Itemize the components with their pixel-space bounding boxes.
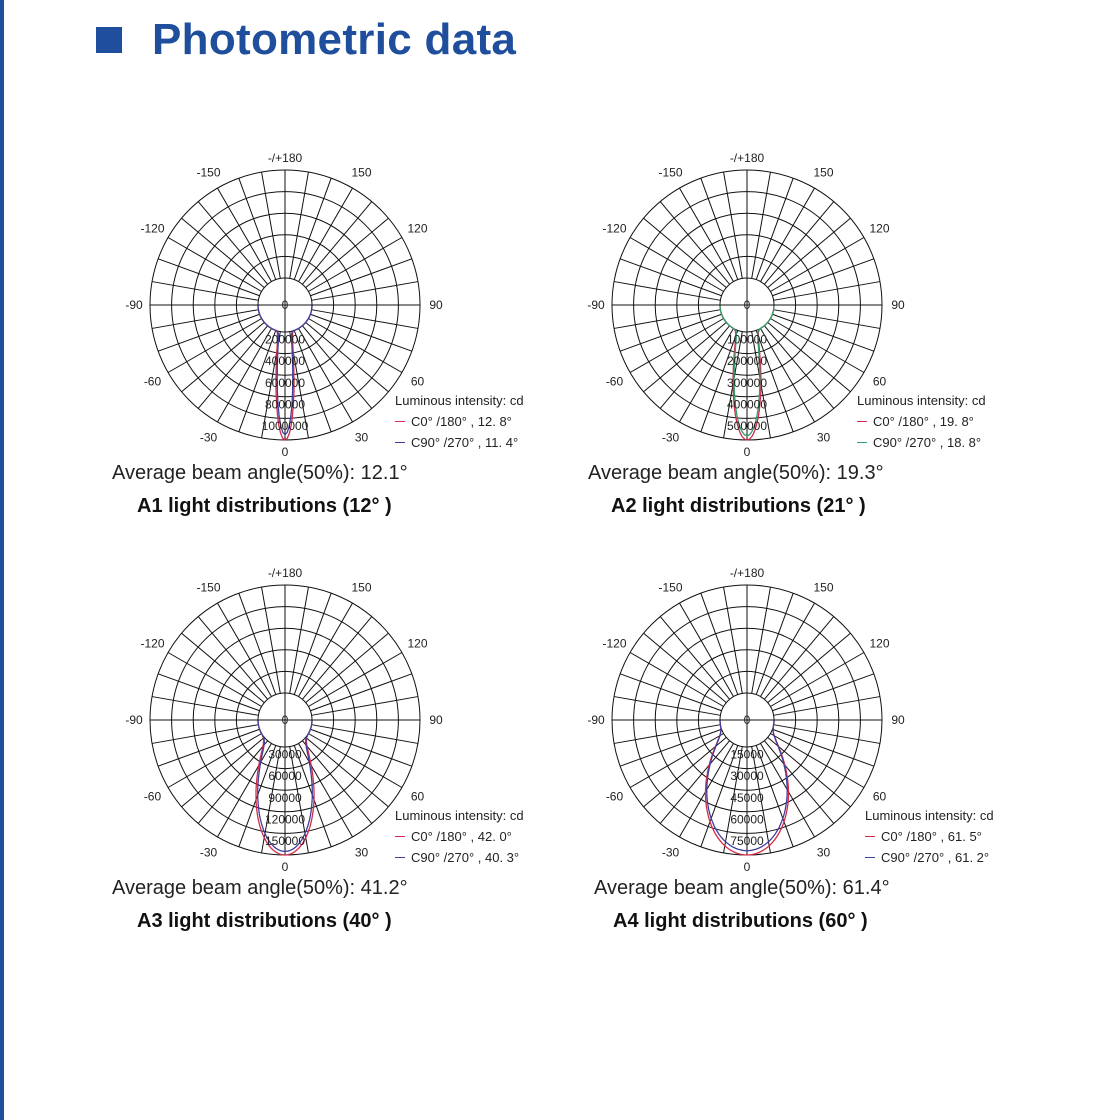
angle-label: -/+180 (267, 151, 303, 165)
angle-label: 150 (351, 580, 372, 595)
grid-spoke (152, 310, 258, 329)
angle-label: -150 (658, 580, 683, 595)
legend-item (395, 847, 524, 868)
legend-swatch (395, 442, 405, 443)
chart-a4 (562, 565, 1032, 945)
angle-label: 90 (891, 298, 905, 312)
legend-item (865, 847, 994, 868)
angle-label: -/+180 (267, 566, 303, 580)
grid-spoke (310, 259, 411, 296)
ring-label: 90000 (268, 790, 302, 805)
angle-label: 0 (281, 860, 289, 874)
grid-spoke (772, 314, 873, 351)
grid-spoke (152, 282, 258, 301)
legend-item (395, 432, 524, 453)
angle-label: -90 (125, 713, 143, 727)
ring-label: 30000 (268, 747, 302, 762)
legend-title: Luminous intensity: cd (395, 393, 524, 408)
legend-item (857, 411, 986, 432)
legend-label: C90° /270° , 61. 2° (881, 850, 990, 865)
angle-label: 60 (872, 789, 887, 804)
angle-label: -60 (605, 374, 624, 389)
angle-label: 90 (429, 298, 443, 312)
ring-label: 0 (743, 713, 751, 727)
grid-spoke (620, 674, 721, 711)
legend-swatch (857, 442, 867, 443)
legend-item (395, 826, 524, 847)
angle-label: -30 (661, 845, 680, 860)
ring-label: 15000 (730, 747, 764, 762)
legend-label: C0° /180° , 42. 0° (411, 829, 512, 844)
average-beam-angle: Average beam angle(50%): 41.2° (112, 877, 408, 899)
angle-label: 0 (743, 445, 751, 459)
legend (395, 390, 524, 453)
legend-swatch (395, 421, 405, 422)
grid-spoke (614, 725, 720, 744)
angle-label: 30 (354, 845, 369, 860)
grid-spoke (152, 697, 258, 716)
angle-label: 60 (872, 374, 887, 389)
angle-label: -120 (602, 221, 627, 236)
angle-label: -30 (661, 430, 680, 445)
ring-label: 45000 (730, 790, 764, 805)
legend-title: Luminous intensity: cd (857, 393, 986, 408)
angle-label: 0 (281, 445, 289, 459)
grid-spoke (294, 178, 331, 279)
grid-spoke (772, 674, 873, 711)
grid-spoke (312, 310, 418, 329)
legend-label: C90° /270° , 40. 3° (411, 850, 520, 865)
grid-spoke (310, 314, 411, 351)
legend (865, 805, 994, 868)
angle-label: -30 (199, 845, 218, 860)
ring-label: 0 (281, 713, 289, 727)
grid-spoke (724, 172, 743, 278)
grid-spoke (312, 725, 418, 744)
angle-label: 120 (407, 221, 428, 236)
ring-label: 150000 (264, 834, 306, 848)
distribution-caption: A1 light distributions (12° ) (137, 495, 392, 517)
legend-label: C90° /270° , 18. 8° (873, 435, 982, 450)
grid-spoke (290, 587, 309, 693)
legend-item (395, 411, 524, 432)
grid-spoke (772, 259, 873, 296)
grid-spoke (701, 178, 738, 279)
ring-label: 120000 (264, 812, 306, 827)
grid-spoke (774, 697, 880, 716)
angle-label: 120 (407, 636, 428, 651)
grid-spoke (262, 172, 281, 278)
grid-spoke (158, 729, 259, 766)
ring-label: 200000 (726, 354, 768, 369)
angle-label: -150 (196, 580, 221, 595)
legend-label: C0° /180° , 12. 8° (411, 414, 512, 429)
chart-a2 (562, 150, 1032, 530)
angle-label: 150 (813, 165, 834, 180)
grid-spoke (752, 587, 771, 693)
grid-spoke (152, 725, 258, 744)
angle-label: 120 (869, 636, 890, 651)
grid-spoke (620, 729, 721, 766)
legend-title: Luminous intensity: cd (865, 808, 994, 823)
ring-label: 400000 (726, 397, 768, 412)
angle-label: -120 (602, 636, 627, 651)
angle-label: 60 (410, 374, 425, 389)
grid-spoke (620, 314, 721, 351)
grid-spoke (772, 729, 873, 766)
grid-spoke (158, 259, 259, 296)
angle-label: 30 (816, 430, 831, 445)
grid-spoke (312, 697, 418, 716)
legend-title: Luminous intensity: cd (395, 808, 524, 823)
angle-label: 90 (891, 713, 905, 727)
angle-label: 90 (429, 713, 443, 727)
angle-label: 150 (813, 580, 834, 595)
angle-label: 0 (743, 860, 751, 874)
grid-spoke (310, 674, 411, 711)
ring-label: 400000 (264, 354, 306, 369)
legend-swatch (865, 836, 875, 837)
ring-label: 75000 (730, 834, 764, 848)
angle-label: 150 (351, 165, 372, 180)
legend-label: C0° /180° , 61. 5° (881, 829, 982, 844)
angle-label: -60 (143, 789, 162, 804)
page-header (96, 10, 516, 70)
legend-swatch (395, 836, 405, 837)
grid-spoke (312, 282, 418, 301)
legend-label: C90° /270° , 11. 4° (411, 435, 519, 450)
angle-label: 30 (816, 845, 831, 860)
distribution-caption: A4 light distributions (60° ) (613, 910, 868, 932)
distribution-caption: A3 light distributions (40° ) (137, 910, 392, 932)
grid-spoke (614, 310, 720, 329)
grid-spoke (310, 729, 411, 766)
average-beam-angle: Average beam angle(50%): 19.3° (588, 462, 884, 484)
grid-spoke (774, 310, 880, 329)
angle-label: -150 (196, 165, 221, 180)
grid-spoke (752, 172, 771, 278)
ring-label: 100000 (726, 332, 768, 347)
angle-label: -90 (587, 298, 605, 312)
angle-label: -120 (140, 221, 165, 236)
grid-spoke (158, 314, 259, 351)
distribution-caption: A2 light distributions (21° ) (611, 495, 866, 517)
angle-label: 30 (354, 430, 369, 445)
angle-label: -60 (605, 789, 624, 804)
grid-spoke (756, 593, 793, 694)
legend-label: C0° /180° , 19. 8° (873, 414, 974, 429)
ring-label: 0 (743, 298, 751, 312)
grid-spoke (614, 697, 720, 716)
grid-spoke (158, 674, 259, 711)
grid-spoke (701, 593, 738, 694)
angle-label: -120 (140, 636, 165, 651)
average-beam-angle: Average beam angle(50%): 12.1° (112, 462, 408, 484)
chart-a1 (100, 150, 570, 530)
angle-label: -90 (587, 713, 605, 727)
angle-label: 60 (410, 789, 425, 804)
title-square-icon (96, 27, 122, 53)
grid-spoke (262, 587, 281, 693)
grid-spoke (239, 593, 276, 694)
angle-label: -/+180 (729, 151, 765, 165)
grid-spoke (774, 725, 880, 744)
chart-a3 (100, 565, 570, 945)
legend-item (865, 826, 994, 847)
average-beam-angle: Average beam angle(50%): 61.4° (594, 877, 890, 899)
legend (857, 390, 986, 453)
ring-label: 30000 (730, 769, 764, 784)
grid-spoke (724, 587, 743, 693)
legend-swatch (857, 421, 867, 422)
legend (395, 805, 524, 868)
ring-label: 0 (281, 298, 289, 312)
left-accent-rule (0, 0, 4, 1120)
ring-label: 600000 (264, 375, 306, 390)
angle-label: -60 (143, 374, 162, 389)
ring-label: 300000 (726, 375, 768, 390)
legend-swatch (395, 857, 405, 858)
grid-spoke (614, 282, 720, 301)
ring-label: 60000 (730, 812, 764, 827)
ring-label: 500000 (726, 419, 768, 433)
grid-spoke (290, 172, 309, 278)
angle-label: -30 (199, 430, 218, 445)
grid-spoke (294, 593, 331, 694)
legend-item (857, 432, 986, 453)
grid-spoke (620, 259, 721, 296)
grid-spoke (756, 178, 793, 279)
ring-label: 1000000 (261, 419, 309, 433)
angle-label: -150 (658, 165, 683, 180)
angle-label: -90 (125, 298, 143, 312)
page-title: Photometric data (152, 15, 517, 64)
ring-label: 60000 (268, 769, 302, 784)
ring-label: 200000 (264, 332, 306, 347)
angle-label: 120 (869, 221, 890, 236)
angle-label: -/+180 (729, 566, 765, 580)
legend-swatch (865, 857, 875, 858)
grid-spoke (774, 282, 880, 301)
grid-spoke (239, 178, 276, 279)
ring-label: 800000 (264, 397, 306, 412)
